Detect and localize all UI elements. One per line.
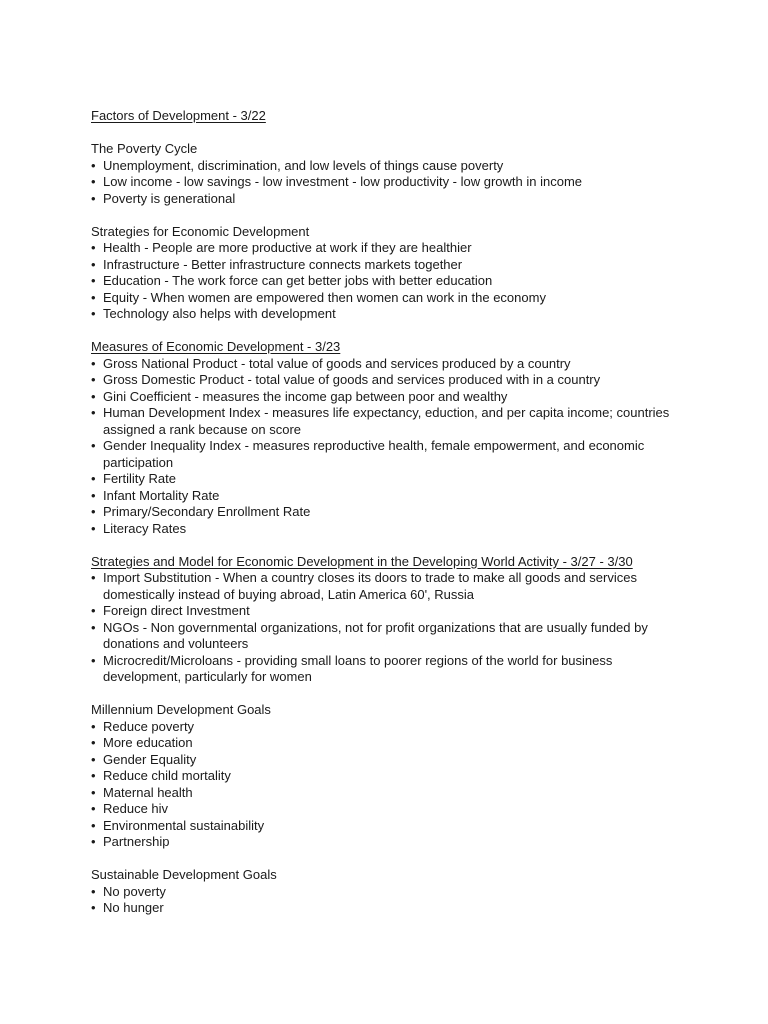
bullet-item: • Primary/Secondary Enrollment Rate	[91, 504, 691, 521]
bullet-item: • NGOs - Non governmental organizations, not for profit organizations that are usually funded by donations and volunteers	[91, 620, 691, 653]
notes-section	[91, 339, 691, 537]
bullet-item: • Reduce poverty	[91, 719, 691, 736]
bullet-item: • Low income - low savings - low investment - low productivity - low growth in income	[91, 174, 691, 191]
section-heading-text: The Poverty Cycle	[91, 141, 198, 156]
section-heading	[91, 224, 691, 241]
bullet-item: • No poverty	[91, 884, 691, 901]
bullet-item: • Gross Domestic Product - total value of goods and services produced with in a country	[91, 372, 691, 389]
section-heading	[91, 867, 691, 884]
section-heading-text: Sustainable Development Goals	[91, 867, 277, 882]
bullet-item: • Gender Equality	[91, 752, 691, 769]
bullet-item: • Infrastructure - Better infrastructure connects markets together	[91, 257, 691, 274]
bullet-item: • Environmental sustainability	[91, 818, 691, 835]
bullet-item: • Maternal health	[91, 785, 691, 802]
bullet-item: • Gini Coefficient - measures the income gap between poor and wealthy	[91, 389, 691, 406]
section-heading	[91, 702, 691, 719]
bullet-item: • Technology also helps with development	[91, 306, 691, 323]
bullet-item: • Unemployment, discrimination, and low levels of things cause poverty	[91, 158, 691, 175]
notes-section	[91, 867, 691, 917]
section-heading-text: Strategies for Economic Development	[91, 223, 310, 239]
bullet-list	[91, 240, 691, 323]
section-heading	[91, 554, 691, 571]
bullet-item: • Foreign direct Investment	[91, 603, 691, 620]
bullet-item: • Poverty is generational	[91, 191, 691, 208]
bullet-list	[91, 884, 691, 917]
section-heading	[91, 339, 691, 356]
bullet-item: • Literacy Rates	[91, 521, 691, 538]
bullet-item: • More education	[91, 735, 691, 752]
bullet-item: • Education - The work force can get better jobs with better education	[91, 273, 691, 290]
bullet-item: • Human Development Index - measures life expectancy, eduction, and per capita income; countries assigned a rank because on score	[91, 405, 691, 438]
notes-section	[91, 554, 691, 686]
section-heading-text: Millennium Development Goals	[91, 702, 271, 717]
bullet-item: • Equity - When women are empowered then women can work in the economy	[91, 290, 691, 307]
notes-section	[91, 702, 691, 851]
bullet-list	[91, 356, 691, 538]
bullet-item: • Import Substitution - When a country closes its doors to trade to make all goods and services domestically instead of buying abroad, Latin America 60', Russia	[91, 570, 691, 603]
section-heading-text: Strategies and Model for Economic Development in the Developing World Activity - 3/27 - 3/30	[91, 553, 633, 569]
bullet-list	[91, 719, 691, 851]
bullet-item: • No hunger	[91, 900, 691, 917]
bullet-list	[91, 570, 691, 686]
bullet-item: • Infant Mortality Rate	[91, 488, 691, 505]
bullet-item: • Fertility Rate	[91, 471, 691, 488]
section-heading-text: Measures of Economic Development - 3/23	[91, 339, 341, 354]
notes-section	[91, 141, 691, 207]
bullet-item: • Reduce child mortality	[91, 768, 691, 785]
bullet-item: • Partnership	[91, 834, 691, 851]
notes-section	[91, 224, 691, 323]
section-heading	[91, 141, 691, 158]
bullet-item: • Gross National Product - total value of goods and services produced by a country	[91, 356, 691, 373]
notes-section	[91, 108, 691, 125]
bullet-list	[91, 158, 691, 208]
bullet-item: • Gender Inequality Index - measures reproductive health, female empowerment, and economic participation	[91, 438, 691, 471]
bullet-item: • Reduce hiv	[91, 801, 691, 818]
notes-document	[91, 108, 691, 933]
section-heading-text: Factors of Development - 3/22	[91, 108, 266, 123]
bullet-item: • Health - People are more productive at work if they are healthier	[91, 240, 691, 257]
section-heading	[91, 108, 691, 125]
bullet-item: • Microcredit/Microloans - providing small loans to poorer regions of the world for business development, particularly for women	[91, 653, 691, 686]
